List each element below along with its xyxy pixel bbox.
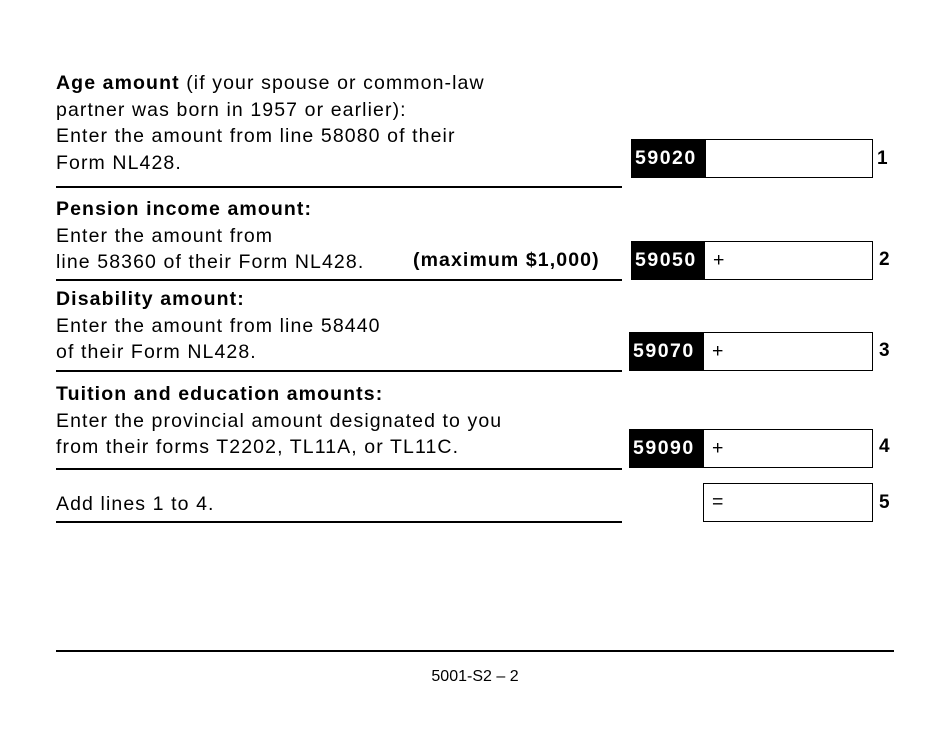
footer-rule (56, 650, 894, 652)
pension-income-input[interactable]: + (704, 241, 831, 280)
pension-income-line-2: line 58360 of their Form NL428. (56, 251, 365, 273)
pension-income-heading: Pension income amount: (56, 198, 313, 220)
disability-amount-description (56, 286, 381, 366)
tuition-amount-line-2: from their forms T2202, TL11A, or TL11C. (56, 436, 460, 458)
age-amount-line-2: Enter the amount from line 58080 of their (56, 125, 456, 147)
line-code-59020: 59020 (631, 139, 706, 178)
tuition-amount-heading: Tuition and education amounts: (56, 383, 384, 405)
age-amount-description (56, 70, 485, 176)
disability-amount-input[interactable]: + (703, 332, 829, 371)
age-amount-heading-suffix: (if your spouse or common-law (179, 72, 485, 94)
age-amount-line-1: partner was born in 1957 or earlier): (56, 98, 407, 121)
age-amount-input[interactable] (705, 139, 829, 178)
disability-amount-heading: Disability amount: (56, 288, 245, 310)
line-number-3: 3 (879, 340, 890, 361)
divider-rule (56, 186, 622, 188)
tuition-amount-input[interactable]: + (703, 429, 829, 468)
line-code-59050: 59050 (631, 241, 705, 280)
line-code-59090: 59090 (629, 429, 704, 468)
line-number-2: 2 (879, 249, 890, 270)
pension-maximum-note: (maximum $1,000) (413, 249, 600, 271)
total-cents-input[interactable] (828, 483, 873, 522)
total-instruction: Add lines 1 to 4. (56, 493, 215, 515)
disability-amount-line-2: of their Form NL428. (56, 341, 257, 363)
disability-amount-line-1: Enter the amount from line 58440 (56, 314, 381, 337)
divider-rule (56, 279, 622, 281)
age-amount-cents-input[interactable] (828, 139, 873, 178)
tuition-amount-description (56, 381, 502, 461)
line-number-1: 1 (877, 148, 888, 169)
line-number-4: 4 (879, 436, 890, 457)
divider-rule (56, 468, 622, 470)
divider-rule (56, 521, 622, 523)
pension-income-description (56, 196, 364, 276)
divider-rule (56, 370, 622, 372)
pension-income-line-1: Enter the amount from (56, 224, 274, 247)
tuition-amount-line-1: Enter the provincial amount designated to you (56, 409, 503, 432)
age-amount-heading: Age amount (56, 72, 180, 94)
line-number-5: 5 (879, 492, 890, 513)
pension-income-cents-input[interactable] (830, 241, 873, 280)
total-description (56, 491, 215, 518)
total-input[interactable]: = (703, 483, 829, 522)
tuition-amount-cents-input[interactable] (828, 429, 873, 468)
disability-amount-cents-input[interactable] (828, 332, 873, 371)
line-code-59070: 59070 (629, 332, 704, 371)
page-label: 5001-S2 – 2 (431, 668, 519, 685)
age-amount-line-3: Form NL428. (56, 151, 182, 174)
